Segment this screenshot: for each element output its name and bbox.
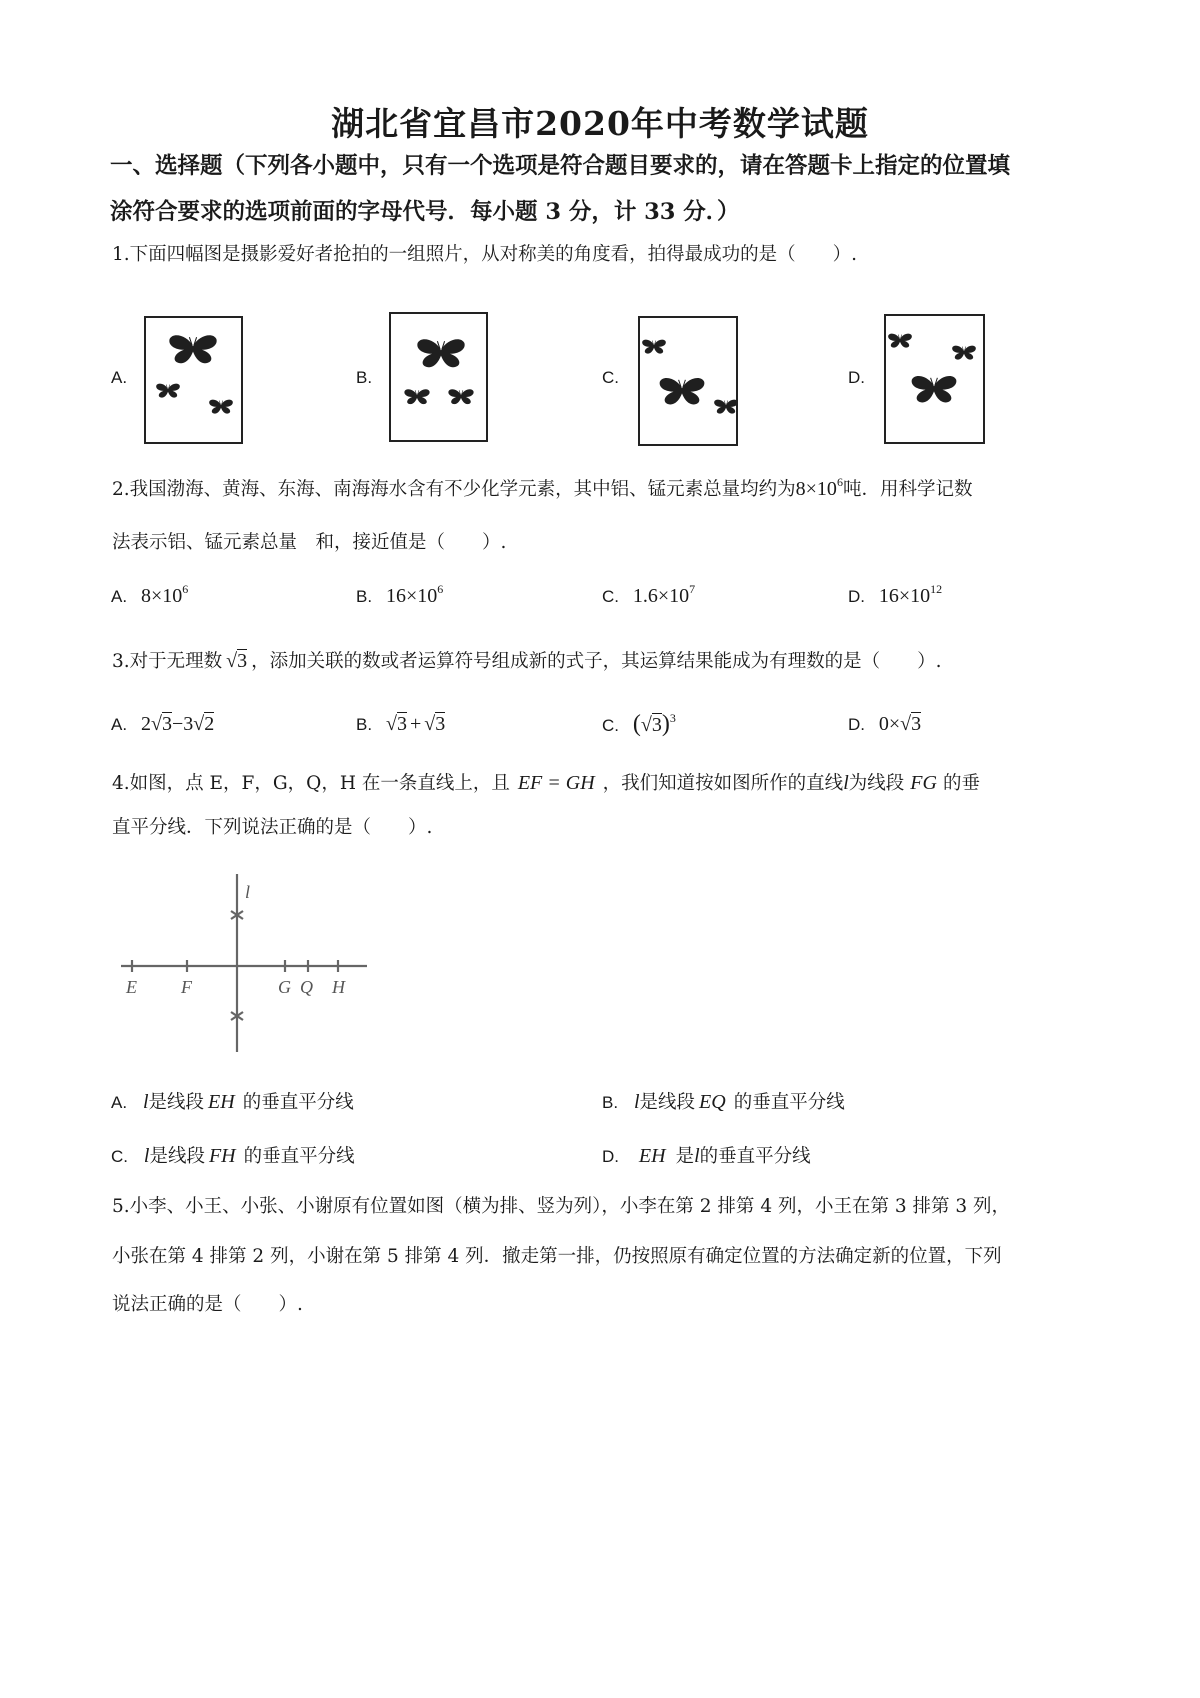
- q3-option-c: [602, 711, 676, 738]
- q4-a-text-a: 是线段: [148, 1092, 205, 1113]
- q2-option-a-exp: 6: [182, 582, 189, 596]
- butterfly-icon: [404, 389, 429, 404]
- q3-option-d-label: D.: [848, 715, 865, 734]
- q4-line-var: l: [843, 772, 849, 794]
- fig-label-e: E: [126, 977, 137, 997]
- q3-c-exp: 3: [669, 711, 676, 725]
- q1-photo-d: [884, 314, 985, 444]
- q1-option-d-label: D.: [848, 368, 865, 387]
- q2-value-base: 8×10: [795, 478, 837, 500]
- question-4-line2: 直平分线．下列说法正确的是（ ）.: [112, 817, 433, 838]
- section-header-line2: 涂符合要求的选项前面的字母代号．每小题 3 分，计 33 分．）: [110, 199, 740, 225]
- q3-b-rad1: 3: [396, 713, 407, 735]
- q2-option-d: [848, 582, 943, 608]
- q4-equation: EF = GH: [517, 772, 595, 794]
- q2-option-a-value: [140, 582, 189, 607]
- question-4-line1: [112, 768, 980, 799]
- q3-b-rad2: 3: [435, 713, 446, 735]
- butterfly-icon: [952, 346, 976, 360]
- q3-a-rad2: 2: [204, 713, 215, 735]
- question-5-line3: 说法正确的是（ ）.: [112, 1294, 303, 1315]
- q4-segment: FG: [910, 772, 937, 794]
- q2-option-b-exp: 6: [437, 582, 444, 596]
- q2-option-c-exp: 7: [689, 582, 696, 596]
- q4-c-seg: FH: [208, 1145, 236, 1167]
- q2-option-d-value: [878, 582, 943, 607]
- butterfly-icon: [888, 334, 912, 348]
- q3-radical: √3: [226, 650, 248, 672]
- q3-d-coef: 0×: [878, 713, 901, 735]
- question-1-stem: 1.下面四幅图是摄影爱好者抢拍的一组照片，从对称美的角度看，拍得最成功的是（ ）.: [112, 244, 858, 265]
- fig-label-l: l: [245, 882, 251, 902]
- butterfly-icon: [156, 384, 180, 398]
- q4-a-var: l: [142, 1091, 149, 1113]
- q4-text-b: ，我们知道按如图所作的直线: [602, 773, 844, 794]
- q3-option-c-label: C.: [602, 716, 619, 735]
- question-5-line2: 小张在第 4 排第 2 列，小谢在第 5 排第 4 列．撤走第一排，仍按照原有确定位置的方法确定新的位置，下列: [112, 1246, 1002, 1267]
- q1-option-a-label: A.: [111, 368, 128, 387]
- fig-label-q: Q: [300, 977, 313, 997]
- butterfly-icon: [209, 400, 233, 414]
- q3-option-b-expr: √3 + √3: [385, 713, 446, 735]
- q1-option-c-label: C.: [602, 368, 619, 387]
- q4-b-text-a: 是线段: [639, 1092, 696, 1113]
- q2-option-b-label: B.: [356, 587, 373, 606]
- q4-option-a-label: A.: [111, 1093, 128, 1112]
- q2-option-b: [356, 582, 444, 608]
- q1-photo-a: [144, 316, 243, 444]
- q4-option-b-label: B.: [602, 1093, 619, 1112]
- q2-option-c-label: C.: [602, 587, 619, 606]
- butterfly-icon: [642, 340, 666, 354]
- butterfly-icon: [714, 400, 736, 414]
- q4-b-var: l: [633, 1091, 640, 1113]
- q3-b-op: +: [409, 713, 422, 735]
- q3-option-d-expr: 0×√3: [878, 713, 922, 735]
- q3-a-rad1: 3: [161, 713, 172, 735]
- q4-text-d: 的垂: [942, 773, 980, 794]
- q3-a-op: −3: [171, 713, 194, 735]
- fig-label-f: F: [181, 977, 192, 997]
- q3-c-rad: 3: [651, 714, 662, 736]
- q4-option-a: [111, 1088, 354, 1114]
- q1-photo-c: [638, 316, 738, 446]
- question-5-line1: 5.小李、小王、小张、小谢原有位置如图（横为排、竖为列），小李在第 2 排第 4 列，小王在第 3 排第 3 列，: [112, 1196, 1011, 1217]
- section-header-line1: 一、选择题（下列各小题中，只有一个选项是符合题目要求的，请在答题卡上指定的位置填: [110, 153, 1011, 179]
- q2-value: [795, 475, 843, 500]
- q2-option-b-value: [385, 582, 444, 607]
- q4-b-text-b: 的垂直平分线: [733, 1092, 845, 1113]
- q4-option-c-label: C.: [111, 1147, 128, 1166]
- q2-option-d-label: D.: [848, 587, 865, 606]
- page-title: 湖北省宜昌市2020年中考数学试题: [331, 104, 869, 143]
- q2-option-d-exp: 12: [930, 582, 943, 596]
- q3-option-c-expr: $(√3)^3$: [632, 711, 676, 737]
- q4-c-text-a: 是线段: [149, 1146, 205, 1167]
- q1-option-b-label: B.: [356, 368, 373, 387]
- butterfly-icon: [448, 389, 473, 404]
- q3-option-b-label: B.: [356, 715, 373, 734]
- q4-figure: [115, 868, 375, 1058]
- q4-d-seg: EH: [638, 1145, 666, 1167]
- q4-text-a: 4.如图，点 E，F，G，Q，H 在一条直线上，且: [112, 773, 510, 794]
- q2-option-a-base: 8×10: [140, 585, 183, 607]
- q3-d-rad: 3: [911, 713, 922, 735]
- q4-option-d-label: D.: [602, 1147, 619, 1166]
- q3-option-a-label: A.: [111, 715, 128, 734]
- q2-option-a-label: A.: [111, 587, 128, 606]
- q2-option-b-base: 16×10: [385, 585, 438, 607]
- q2-option-c-value: [632, 582, 696, 607]
- q4-option-c: [111, 1142, 355, 1168]
- q2-text-a: 2.我国渤海、黄海、东海、南海海水含有不少化学元素，其中铝、锰元素总量均约为: [112, 479, 796, 500]
- q3-text-a: 3.对于无理数: [112, 651, 223, 672]
- butterfly-icon: [912, 376, 957, 402]
- q3-option-a-expr: 2√3−3√2: [140, 713, 215, 735]
- q3-text-b: ，添加关联的数或者运算符号组成新的式子，其运算结果能成为有理数的是（ ）.: [251, 651, 942, 672]
- q3-option-b: [356, 713, 445, 736]
- question-2-line2: 法表示铝、锰元素总量 和，接近值是（ ）.: [112, 532, 507, 553]
- q2-option-a: [111, 582, 189, 608]
- q2-text-b: 吨．用科学记数: [842, 479, 973, 500]
- q4-d-text-a: 是: [675, 1146, 695, 1167]
- q1-photo-b: [389, 312, 488, 442]
- q4-c-var: l: [143, 1145, 150, 1167]
- q4-option-d: [602, 1142, 811, 1168]
- q2-value-exp: 6: [836, 475, 843, 489]
- fig-label-h: H: [332, 977, 345, 997]
- q3-option-a: [111, 713, 214, 736]
- q4-a-text-b: 的垂直平分线: [242, 1092, 354, 1113]
- q2-option-d-base: 16×10: [878, 585, 931, 607]
- q2-option-c: [602, 582, 696, 608]
- q3-a-coef: 2: [140, 713, 151, 735]
- question-2-line1: [112, 474, 972, 505]
- q4-d-text-b: 的垂直平分线: [699, 1146, 811, 1167]
- question-3-stem: [112, 646, 942, 677]
- butterfly-icon: [169, 335, 216, 363]
- q3-radicand: 3: [237, 650, 248, 672]
- q4-option-b: [602, 1088, 845, 1114]
- q3-option-d: [848, 713, 921, 736]
- q2-option-c-base: 1.6×10: [632, 585, 690, 607]
- butterfly-icon: [417, 339, 464, 367]
- fig-label-g: G: [278, 977, 291, 997]
- q4-a-seg: EH: [208, 1091, 235, 1113]
- q4-d-var: l: [694, 1145, 700, 1167]
- q4-b-seg: EQ: [699, 1091, 726, 1113]
- q4-text-c: 为线段: [848, 773, 905, 794]
- q4-c-text-b: 的垂直平分线: [243, 1146, 355, 1167]
- butterfly-icon: [660, 378, 705, 404]
